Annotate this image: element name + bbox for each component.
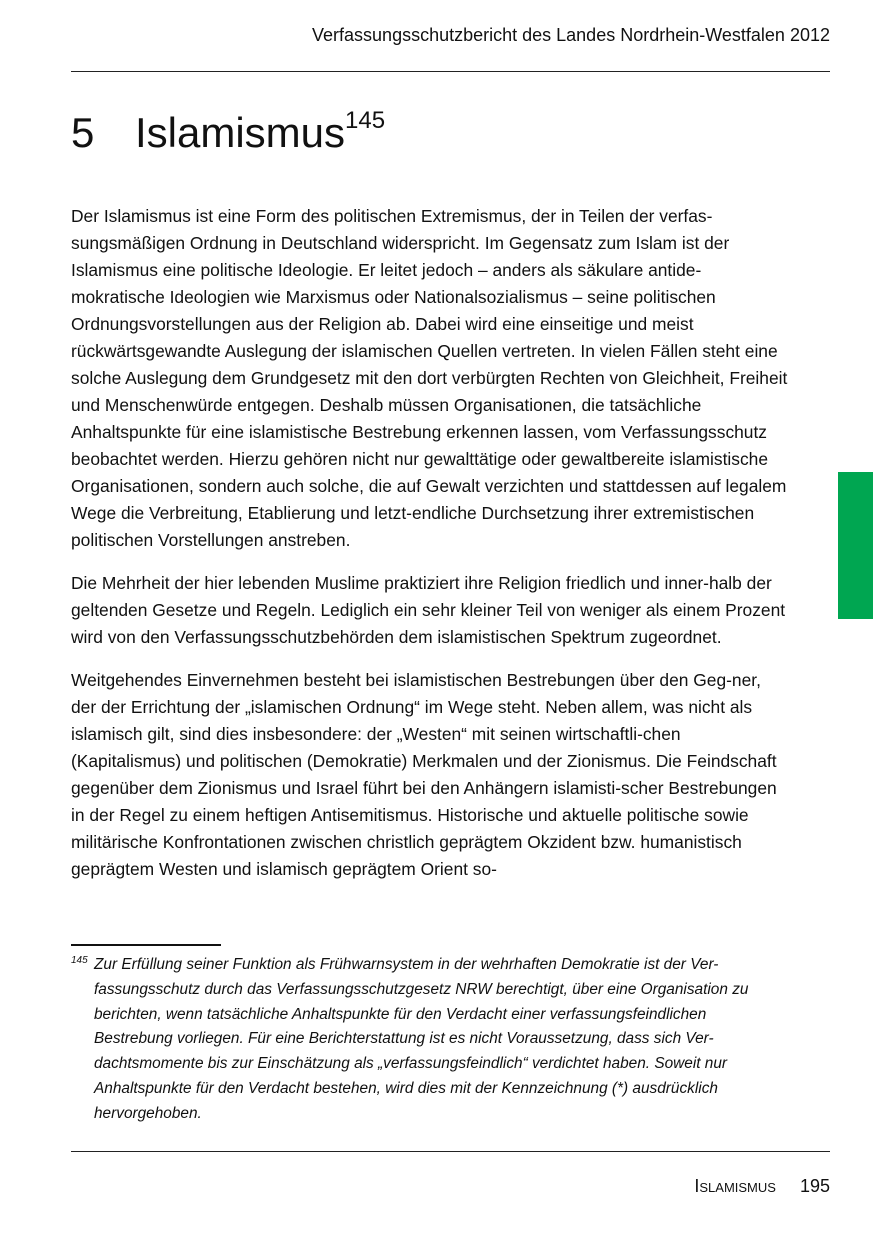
running-header: Verfassungsschutzbericht des Landes Nordrhein-Westfalen 2012 [312, 25, 830, 45]
header-rule [71, 71, 830, 72]
chapter-color-tab [838, 472, 873, 619]
footer-rule [71, 1151, 830, 1152]
chapter-title: Islamismus [135, 109, 346, 156]
page-footer [694, 1176, 830, 1197]
chapter-number: 5 [71, 109, 95, 156]
footnote-mark: 145 [71, 955, 88, 966]
chapter-heading [71, 107, 386, 156]
footnote-text: Zur Erfüllung seiner Funktion als Frühwarnsystem in der wehrhaften Demokratie ist der Ver-fassungsschutz durch das Verfassungsschutzgesetz NRW berechtigt, über eine Organisation zu berichten, wenn tatsächliche Anhaltspunkte für den Verdacht einer verfassungsfeindlichen Bestrebung vorliegen. Für eine Berichterstattung ist es nicht Voraussetzung, dass sich Ver-dachtsmomente bis zur Einschätzung als „verfassungsfeindlich“ verdichtet haben. Soweit nur Anhaltspunkte für den Verdacht bestehen, wird dies mit der Kennzeichnung (*) ausdrücklich hervorgehoben. [94, 956, 749, 1122]
footnote-reference[interactable]: 145 [345, 107, 386, 134]
footnote-rule [71, 944, 221, 946]
page-number: 195 [799, 1176, 830, 1196]
footer-section-title: Islamismus [694, 1176, 776, 1196]
paragraph-2: Die Mehrheit der hier lebenden Muslime praktiziert ihre Religion friedlich und inner-halb der geltenden Gesetze und Regeln. Lediglich ein sehr kleiner Teil von weniger als einem Prozent wird von den Verfassungsschutzbehörden dem islamistischen Spektrum zugeordnet. [71, 573, 786, 647]
paragraph-1: Der Islamismus ist eine Form des politischen Extremismus, der in Teilen der verfas-sungsmäßigen Ordnung in Deutschland widerspricht. Im Gegensatz zum Islam ist der Islamismus eine politische Ideologie. Er leitet jedoch – anders als säkulare antide-mokratische Ideologien wie Marxismus oder Nationalsozialismus – seine politischen Ordnungsvorstellungen aus der Religion ab. Dabei wird eine einseitige und meist rückwärtsgewandte Auslegung der islamischen Quellen vertreten. In vielen Fällen steht eine solche Auslegung dem Grundgesetz mit den dort verbürgten Rechten von Gleichheit, Freiheit und Menschenwürde entgegen. Deshalb müssen Organisationen, die tatsächliche Anhaltspunkte für eine islamistische Bestrebung erkennen lassen, vom Verfassungsschutz beobachtet werden. Hierzu gehören nicht nur gewalttätige oder gewaltbereite islamistische Organisationen, sondern auch solche, die auf Gewalt verzichten und stattdessen auf legalem Wege die Verbreitung, Etablierung und letzt-endliche Durchsetzung ihrer extremistischen politischen Vorstellungen anstreben. [71, 206, 788, 550]
footnote [71, 953, 789, 1127]
paragraph-3: Weitgehendes Einvernehmen besteht bei islamistischen Bestrebungen über den Geg-ner, der der Errichtung der „islamischen Ordnung“ im Wege steht. Neben allem, was nicht als islamisch gilt, sind dies insbesondere: der „Westen“ mit seinen wirtschaftli-chen (Kapitalismus) und politischen (Demokratie) Merkmalen und der Zionismus. Die Feindschaft gegenüber dem Zionismus und Israel führt bei den Anhängern islamisti-scher Bestrebungen in der Regel zu einem heftigen Antisemitismus. Historische und aktuelle politische sowie militärische Konfrontationen zwischen christlich geprägtem Okzident bzw. humanistisch geprägtem Westen und islamisch geprägtem Orient so- [71, 670, 777, 879]
body-text [71, 203, 789, 899]
